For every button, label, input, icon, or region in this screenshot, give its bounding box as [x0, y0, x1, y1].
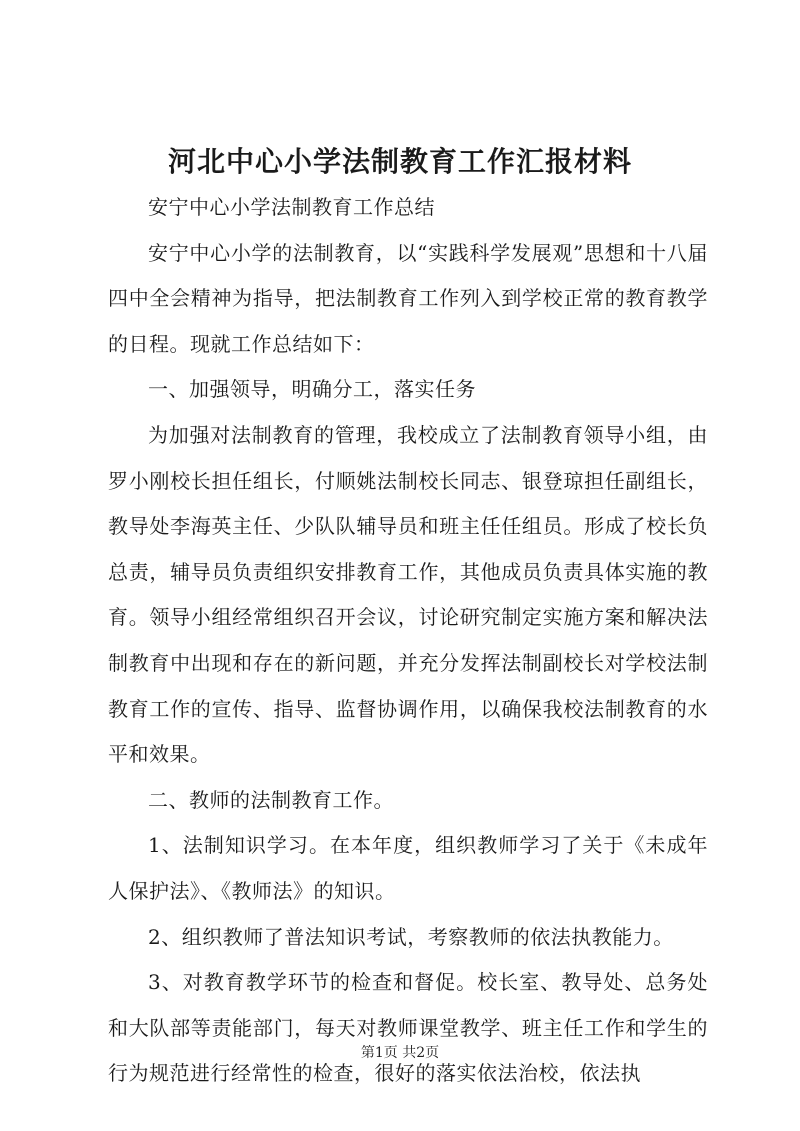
document-body: [108, 185, 708, 1097]
paragraph-intro: 安宁中心小学的法制教育，以“实践科学发展观”思想和十八届四中全会精神为指导，把法制教育工作列入到学校正常的教育教学的日程。现就工作总结如下：: [108, 240, 708, 356]
paragraph-item-1: 1、法制知识学习。在本年度，组织教师学习了关于《未成年人保护法》、《教师法》的知识。: [108, 833, 708, 903]
section-heading-2: 二、教师的法制教育工作。: [148, 787, 394, 812]
paragraph-item-2: 2、组织教师了普法知识考试，考察教师的依法执教能力。: [148, 924, 674, 949]
section-heading-1: 一、加强领导，明确分工，落实任务: [148, 377, 476, 402]
page-footer: 第1页 共2页: [360, 1045, 440, 1061]
paragraph-leadership: 为加强对法制教育的管理，我校成立了法制教育领导小组，由罗小刚校长担任组长，付顺姚法制校长同志、银登琼担任副组长，教导处李海英主任、少队队辅导员和班主任任组员。形成了校长负总责，辅导员负责组织安排教育工作，其他成员负责具体实施的教育。领导小组经常组织召开会议，讨论研究制定实施方案和解决法制教育中出现和存在的新问题，并充分发挥法制副校长对学校法制教育工作的宣传、指导、监督协调作用，以确保我校法制教育的水平和效果。: [108, 422, 708, 767]
document-title: 河北中心小学法制教育工作汇报材料: [167, 145, 632, 178]
paragraph-item-3: 3、对教育教学环节的检查和督促。校长室、教导处、总务处和大队部等责能部门，每天对教师课堂教学、班主任工作和学生的行为规范进行经常性的检查，很好的落实依法治校，依法执: [108, 970, 708, 1086]
paragraph-subtitle: 安宁中心小学法制教育工作总结: [148, 195, 435, 219]
